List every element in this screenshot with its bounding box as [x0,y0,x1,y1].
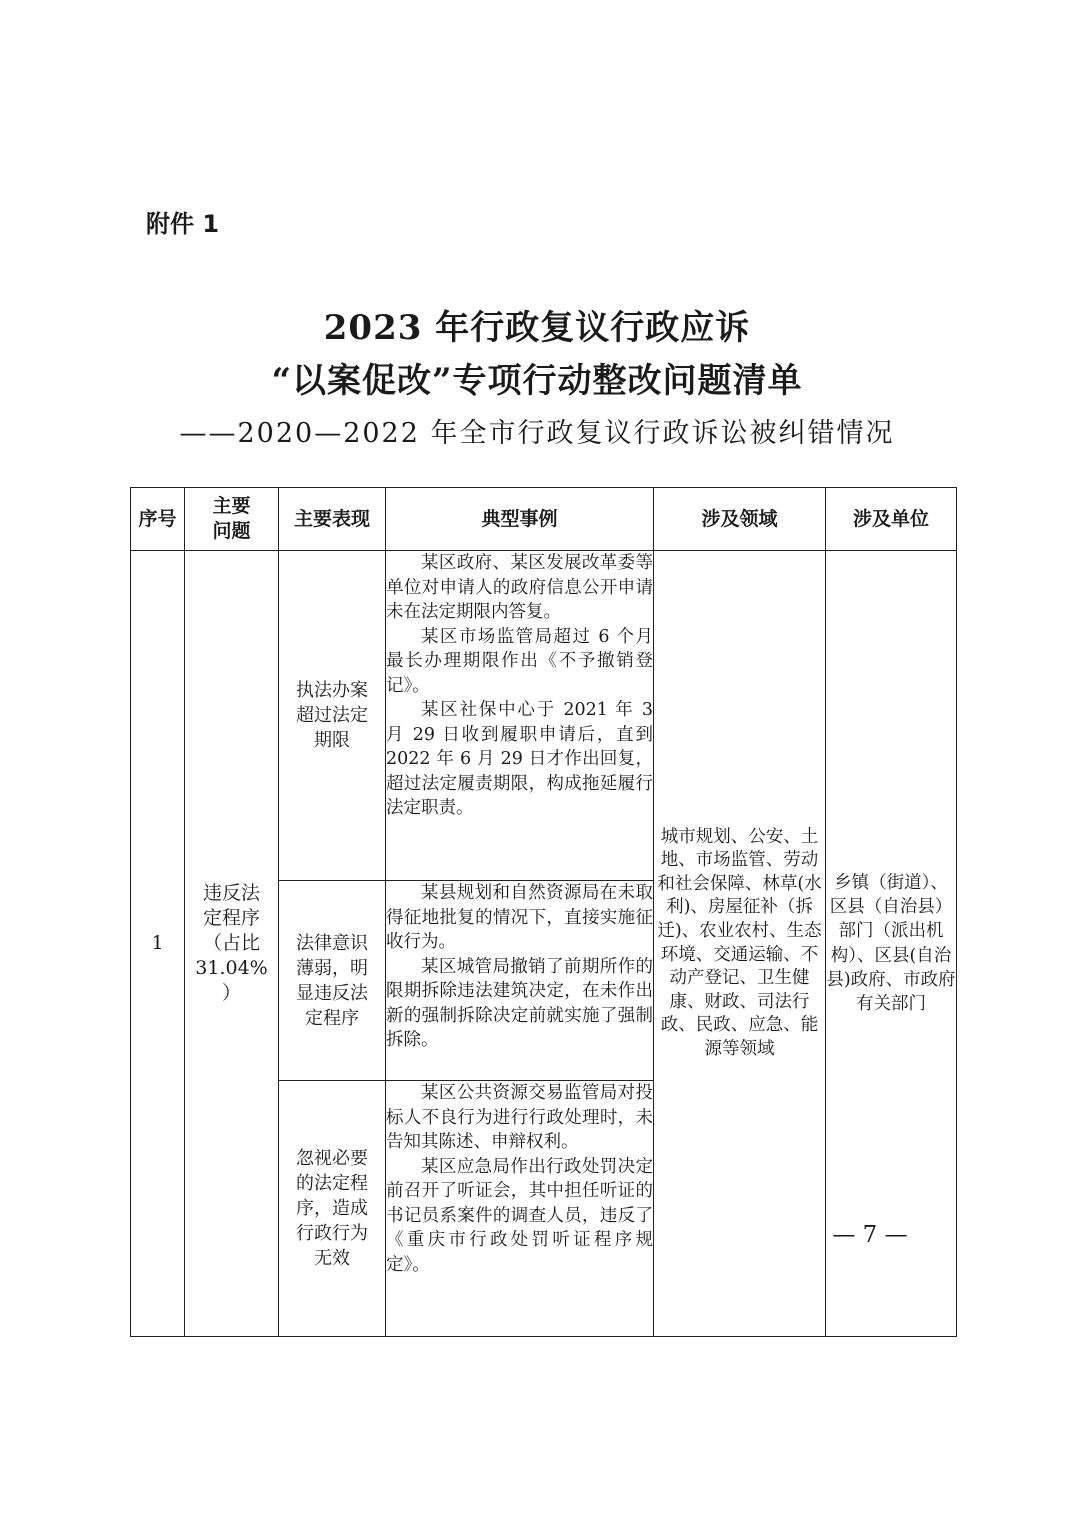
header-typical-cases: 典型事例 [386,488,654,551]
main-problem-line: ） [221,982,241,1004]
manifestation-cell [279,551,386,881]
main-problem-line: 违反法 [202,882,260,904]
case-paragraph: 某区社保中心于 2021 年 3 月 29 日收到履职申请后，直到 2022 年 6 月 29 日才作出回复，超过法定履责期限，构成拖延履行法定职责。 [386,700,653,818]
manifestation-cell [279,1081,386,1337]
case-paragraph: 某县规划和自然资源局在未取得征地批复的情况下，直接实施征收行为。 [386,883,653,952]
case-paragraph: 某区应急局作出行政处罚决定前召开了听证会，其中担任听证的书记员系案件的调查人员，违反了《重庆市行政处罚听证程序规定》。 [386,1156,653,1275]
header-main-problem [185,488,279,551]
manifestation-line: 忽视必要 [296,1148,368,1169]
manifestation-line: 执法办案 [296,680,368,701]
case-paragraph: 某区公共资源交易监管局对投标人不良行为进行行政处理时，未告知其陈述、申辩权利。 [386,1083,653,1152]
manifestation-line: 序，造成 [296,1198,368,1219]
main-problem-line: 31.04% [195,957,268,979]
fields-cell: 城市规划、公安、土地、市场监管、劳动和社会保障、林草(水利)、房屋征补（拆迁)、农业农村、生态环境、交通运输、不动产登记、卫生健康、财政、司法行政、民政、应急、能源等领域 [654,551,826,1337]
manifestation-line: 超过法定 [296,705,368,726]
manifestation-cell [279,881,386,1081]
manifestation-line: 期限 [314,730,350,751]
manifestation-line: 显违反法 [296,982,368,1004]
typical-cases-cell [386,881,654,1081]
header-manifestation: 主要表现 [279,488,386,551]
case-paragraph: 某区政府、某区发展改革委等单位对申请人的政府信息公开申请未在法定期限内答复。 [386,553,653,622]
main-problem-line: （占比 [202,932,260,954]
main-problem-line: 定程序 [202,907,260,929]
issue-list-table [130,487,957,1337]
row-main-problem [185,551,279,1337]
document-title-line2: “以案促改”专项行动整改问题清单 [271,361,803,401]
row-index: 1 [131,551,185,1337]
manifestation-line: 薄弱，明 [296,957,368,979]
case-paragraph: 某区城管局撤销了前期所作的限期拆除违法建筑决定，在未作出新的强制拆除决定前就实施了强制拆除。 [386,956,653,1050]
typical-cases-cell [386,1081,654,1337]
manifestation-line: 定程序 [305,1007,359,1029]
typical-cases-cell [386,551,654,881]
table-header-row [131,488,957,551]
table-row [131,551,957,881]
manifestation-line: 法律意识 [296,932,368,954]
header-index: 序号 [131,488,185,551]
header-main-problem-line2: 问题 [212,520,251,542]
header-main-problem-line1: 主要 [212,495,251,517]
attachment-label: 附件 1 [146,210,220,238]
manifestation-line: 无效 [314,1248,350,1269]
units-cell: 乡镇（街道）、区县（自治县）部门（派出机构）、区县(自治县)政府、市政府有关部门 [826,551,957,1337]
document-subtitle: ——2020—2022 年全市行政复议行政诉讼被纠错情况 [179,418,895,449]
case-paragraph: 某区市场监管局超过 6 个月最长办理期限作出《不予撤销登记》。 [386,626,653,696]
manifestation-line: 行政行为 [296,1223,368,1244]
header-units: 涉及单位 [826,488,957,551]
document-title-line1: 2023 年行政复议行政应诉 [323,308,751,348]
header-fields: 涉及领域 [654,488,826,551]
page-number: — 7 — [832,1222,908,1248]
manifestation-line: 的法定程 [296,1173,368,1194]
